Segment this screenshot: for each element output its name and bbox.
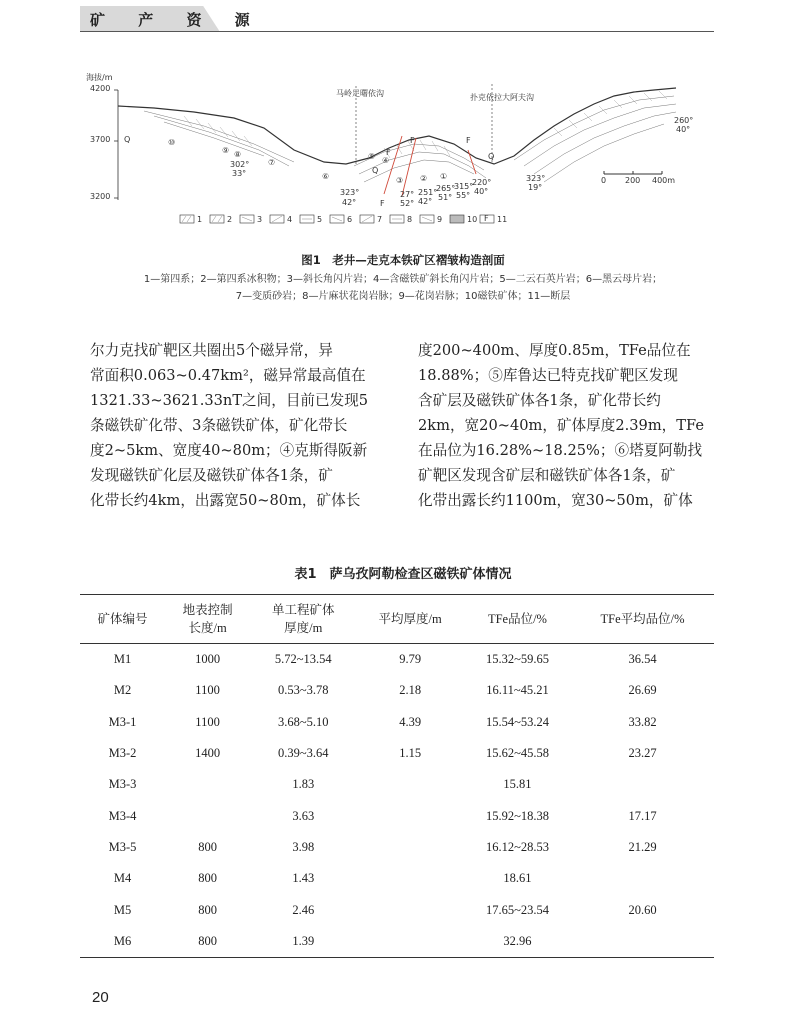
table-cell bbox=[356, 832, 463, 863]
y-tick-4200: 4200 bbox=[90, 84, 111, 93]
body-column-left bbox=[90, 338, 392, 513]
table-cell: 16.12~28.53 bbox=[485, 839, 549, 854]
annotation-1: ① bbox=[440, 172, 448, 181]
annotation-52: 52° bbox=[400, 199, 415, 208]
table-row bbox=[80, 769, 714, 800]
table-cell: M3-2 bbox=[108, 746, 137, 761]
table-cell: 3.98 bbox=[292, 839, 315, 854]
text-line: 2km，宽20~40m，矿体厚度2.39m，TFe bbox=[418, 417, 704, 434]
table-cell: 1.43 bbox=[292, 871, 315, 886]
ore-body-table bbox=[80, 594, 714, 958]
table-cell: 1.39 bbox=[292, 933, 315, 948]
header-ore-id bbox=[80, 595, 165, 644]
table-cell: 800 bbox=[198, 871, 217, 886]
table-cell: 20.60 bbox=[628, 902, 657, 917]
table-header-row bbox=[80, 595, 714, 644]
table-caption: 表1 萨乌孜阿勒检查区磁铁矿体情况 bbox=[294, 567, 512, 582]
y-tick-3200: 3200 bbox=[90, 192, 111, 201]
annotation-323b: 323° bbox=[526, 174, 546, 183]
text-line: 常面积0.063~0.47km²，磁异常最高值在 bbox=[90, 367, 366, 384]
annotation-2: ② bbox=[420, 174, 428, 183]
annotation-7: ⑦ bbox=[268, 158, 276, 167]
table-row bbox=[80, 894, 714, 925]
legend-fault-symbol: F bbox=[484, 214, 489, 223]
table-cell: 2.46 bbox=[292, 902, 315, 917]
running-header bbox=[80, 6, 714, 32]
table-cell: M3-1 bbox=[108, 714, 137, 729]
table-cell: 3.68~5.10 bbox=[277, 714, 329, 729]
header-text: TFe平均品位/% bbox=[600, 612, 685, 626]
header-text: 地表控制 bbox=[182, 603, 233, 617]
figure-caption: 图1 老井—走克本铁矿区褶皱构造剖面 bbox=[301, 253, 505, 267]
text-line: 化带出露长约1100m，宽30~50m，矿体 bbox=[418, 492, 693, 509]
annotation-51: 51° bbox=[438, 193, 453, 202]
text-line: 在品位为16.28%~18.25%；⑥塔夏阿勒找 bbox=[418, 442, 703, 459]
annotation-f-3: F bbox=[386, 148, 391, 157]
table-cell bbox=[571, 926, 714, 958]
table-cell: 21.29 bbox=[628, 839, 657, 854]
table-cell bbox=[571, 863, 714, 894]
table-cell: M1 bbox=[113, 652, 132, 667]
annotation-19: 19° bbox=[528, 183, 543, 192]
table-row bbox=[80, 707, 714, 738]
place-label-1: 马岭足曙依沟 bbox=[336, 89, 384, 98]
table-cell: 1100 bbox=[195, 683, 220, 698]
annotation-265: 265° bbox=[436, 184, 456, 193]
table-cell: 17.17 bbox=[628, 808, 657, 823]
table-cell: M2 bbox=[113, 683, 132, 698]
annotation-40b: 40° bbox=[676, 125, 691, 134]
table-row bbox=[80, 675, 714, 706]
table-cell bbox=[356, 769, 463, 800]
header-tfe-grade bbox=[464, 595, 571, 644]
legend-num-2: 2 bbox=[227, 215, 233, 224]
header-surface-length bbox=[165, 595, 250, 644]
page-number: 20 bbox=[92, 989, 109, 1006]
table-cell: M3-4 bbox=[108, 808, 137, 823]
table-cell: 3.63 bbox=[292, 808, 315, 823]
table-cell: 17.65~23.54 bbox=[485, 902, 549, 917]
annotation-6: ⑥ bbox=[322, 172, 330, 181]
annotation-q-1: Q bbox=[124, 135, 131, 144]
table-cell bbox=[356, 894, 463, 925]
annotation-4: ④ bbox=[382, 156, 390, 165]
table-cell: M3-5 bbox=[108, 839, 137, 854]
legend-num-8: 8 bbox=[407, 215, 413, 224]
annotation-5: ⑤ bbox=[368, 152, 376, 161]
table-cell: 18.61 bbox=[503, 871, 532, 886]
table-cell: 15.54~53.24 bbox=[485, 714, 549, 729]
table-cell: 15.92~18.38 bbox=[485, 808, 549, 823]
table-cell bbox=[165, 800, 250, 831]
cross-section-figure bbox=[84, 66, 724, 236]
text-line: 18.88%；⑤库鲁达已特克找矿靶区发现 bbox=[418, 367, 678, 384]
table-cell: M4 bbox=[113, 871, 132, 886]
table-cell bbox=[356, 926, 463, 958]
annotation-9: ⑨ bbox=[222, 146, 230, 155]
text-line: 条磁铁矿化带、3条磁铁矿体，矿化带长 bbox=[90, 417, 348, 434]
table-cell: 9.79 bbox=[399, 652, 422, 667]
table-cell: 36.54 bbox=[628, 652, 657, 667]
table-cell bbox=[356, 863, 463, 894]
annotation-42: 42° bbox=[342, 198, 357, 207]
annotation-42b: 42° bbox=[418, 197, 433, 206]
annotation-27: 27° bbox=[400, 190, 415, 199]
table-cell bbox=[356, 800, 463, 831]
table-cell: 16.11~45.21 bbox=[486, 683, 549, 698]
table-row bbox=[80, 926, 714, 958]
table-cell: 23.27 bbox=[628, 746, 657, 761]
table-cell: M6 bbox=[113, 933, 132, 948]
table-cell: 1.83 bbox=[292, 777, 315, 792]
legend-num-5: 5 bbox=[317, 215, 323, 224]
table-cell: 15.81 bbox=[503, 777, 532, 792]
text-line: 化带长约4km，出露宽50~80m，矿体长 bbox=[90, 492, 361, 509]
legend-swatch-10 bbox=[450, 215, 464, 223]
table-row bbox=[80, 644, 714, 676]
y-tick-3700: 3700 bbox=[90, 135, 111, 144]
table-row bbox=[80, 738, 714, 769]
annotation-251: 251° bbox=[418, 188, 438, 197]
header-text: 厚度/m bbox=[284, 621, 323, 635]
table-cell: 800 bbox=[198, 902, 217, 917]
scale-400m: 400m bbox=[652, 176, 676, 185]
text-line: 度2~5km、宽度40~80m；④克斯得阪新 bbox=[90, 442, 368, 459]
text-line: 1321.33~3621.33nT之间，目前已发现5 bbox=[90, 392, 369, 409]
table-row bbox=[80, 832, 714, 863]
header-text: TFe品位/% bbox=[487, 612, 547, 626]
legend-num-4: 4 bbox=[287, 215, 293, 224]
table-cell bbox=[165, 769, 250, 800]
annotation-40: 40° bbox=[474, 187, 489, 196]
annotation-f-2: F bbox=[466, 136, 471, 145]
legend-num-9: 9 bbox=[437, 215, 443, 224]
legend-num-3: 3 bbox=[257, 215, 263, 224]
table-cell: 15.62~45.58 bbox=[485, 746, 549, 761]
legend-num-6: 6 bbox=[347, 215, 353, 224]
text-line: 含矿层及磁铁矿体各1条，矿化带长约 bbox=[418, 392, 661, 409]
legend-num-7: 7 bbox=[377, 215, 383, 224]
figure-legend-line-1: 1—第四系；2—第四系冰积物；3—斜长角闪片岩；4—含磁铁矿斜长角闪片岩；5—二云石英片岩；6—黑云母片岩； bbox=[143, 274, 663, 285]
journal-section-title: 矿 产 资 源 bbox=[90, 11, 264, 29]
text-line: 发现磁铁矿化层及磁铁矿体各1条，矿 bbox=[90, 467, 333, 484]
table-cell: 1000 bbox=[195, 652, 221, 667]
table-cell: 33.82 bbox=[628, 714, 657, 729]
legend-num-11: 11 bbox=[497, 215, 508, 224]
annotation-10: ⑩ bbox=[168, 138, 176, 147]
table-cell: 32.96 bbox=[503, 933, 532, 948]
table-cell: M5 bbox=[113, 902, 132, 917]
annotation-q-3: Q bbox=[488, 152, 495, 161]
legend-num-10: 10 bbox=[467, 215, 478, 224]
annotation-q-2: Q bbox=[372, 166, 379, 175]
text-line: 度200~400m、厚度0.85m，TFe品位在 bbox=[418, 342, 691, 359]
table-row bbox=[80, 863, 714, 894]
annotation-323: 323° bbox=[340, 188, 360, 197]
annotation-f-1: F bbox=[380, 199, 385, 208]
table-cell: 1100 bbox=[195, 714, 220, 729]
header-avg-thickness bbox=[356, 595, 463, 644]
legend-num-1: 1 bbox=[197, 215, 203, 224]
header-text: 矿体编号 bbox=[97, 612, 148, 626]
table-cell: 4.39 bbox=[399, 714, 422, 729]
header-single-thickness bbox=[250, 595, 356, 644]
header-tfe-avg-grade bbox=[571, 595, 714, 644]
table-row bbox=[80, 800, 714, 831]
annotation-3: ③ bbox=[396, 176, 404, 185]
annotation-260: 260° bbox=[674, 116, 694, 125]
annotation-55: 55° bbox=[456, 191, 471, 200]
table-cell: 800 bbox=[198, 933, 217, 948]
annotation-33: 33° bbox=[232, 169, 247, 178]
annotation-f-4: F bbox=[410, 136, 415, 145]
table-cell: 1.15 bbox=[399, 746, 422, 761]
cross-section-drawing bbox=[84, 66, 724, 236]
figure-legend-line-2: 7—变质砂岩；8—片麻状花岗岩脉；9—花岗岩脉；10磁铁矿体；11—断层 bbox=[235, 291, 571, 302]
y-axis-label: 海拔/m bbox=[86, 73, 113, 82]
table-cell: 5.72~13.54 bbox=[274, 652, 332, 667]
table-cell: 0.39~3.64 bbox=[277, 746, 329, 761]
header-text: 单工程矿体 bbox=[271, 603, 335, 617]
body-column-right bbox=[418, 338, 718, 513]
header-rule bbox=[80, 31, 714, 32]
annotation-315: 315° bbox=[454, 182, 474, 191]
scale-0: 0 bbox=[601, 176, 607, 185]
text-line: 尔力克找矿靶区共圈出5个磁异常，异 bbox=[90, 342, 333, 359]
table-cell: 800 bbox=[198, 839, 217, 854]
annotation-8: ⑧ bbox=[234, 150, 242, 159]
table-cell: M3-3 bbox=[108, 777, 137, 792]
scale-200: 200 bbox=[625, 176, 641, 185]
table-cell: 26.69 bbox=[628, 683, 657, 698]
table-cell bbox=[571, 769, 714, 800]
table-cell: 0.53~3.78 bbox=[277, 683, 329, 698]
place-label-2: 扑克依拉大阿夫沟 bbox=[470, 93, 534, 102]
header-text: 长度/m bbox=[188, 621, 227, 635]
header-text: 平均厚度/m bbox=[378, 612, 442, 626]
table-cell: 1400 bbox=[195, 746, 221, 761]
annotation-220: 220° bbox=[472, 178, 492, 187]
table-cell: 15.32~59.65 bbox=[485, 652, 549, 667]
text-line: 矿靶区发现含矿层和磁铁矿体各1条，矿 bbox=[418, 467, 676, 484]
table-cell: 2.18 bbox=[399, 683, 422, 698]
annotation-302: 302° bbox=[230, 160, 250, 169]
